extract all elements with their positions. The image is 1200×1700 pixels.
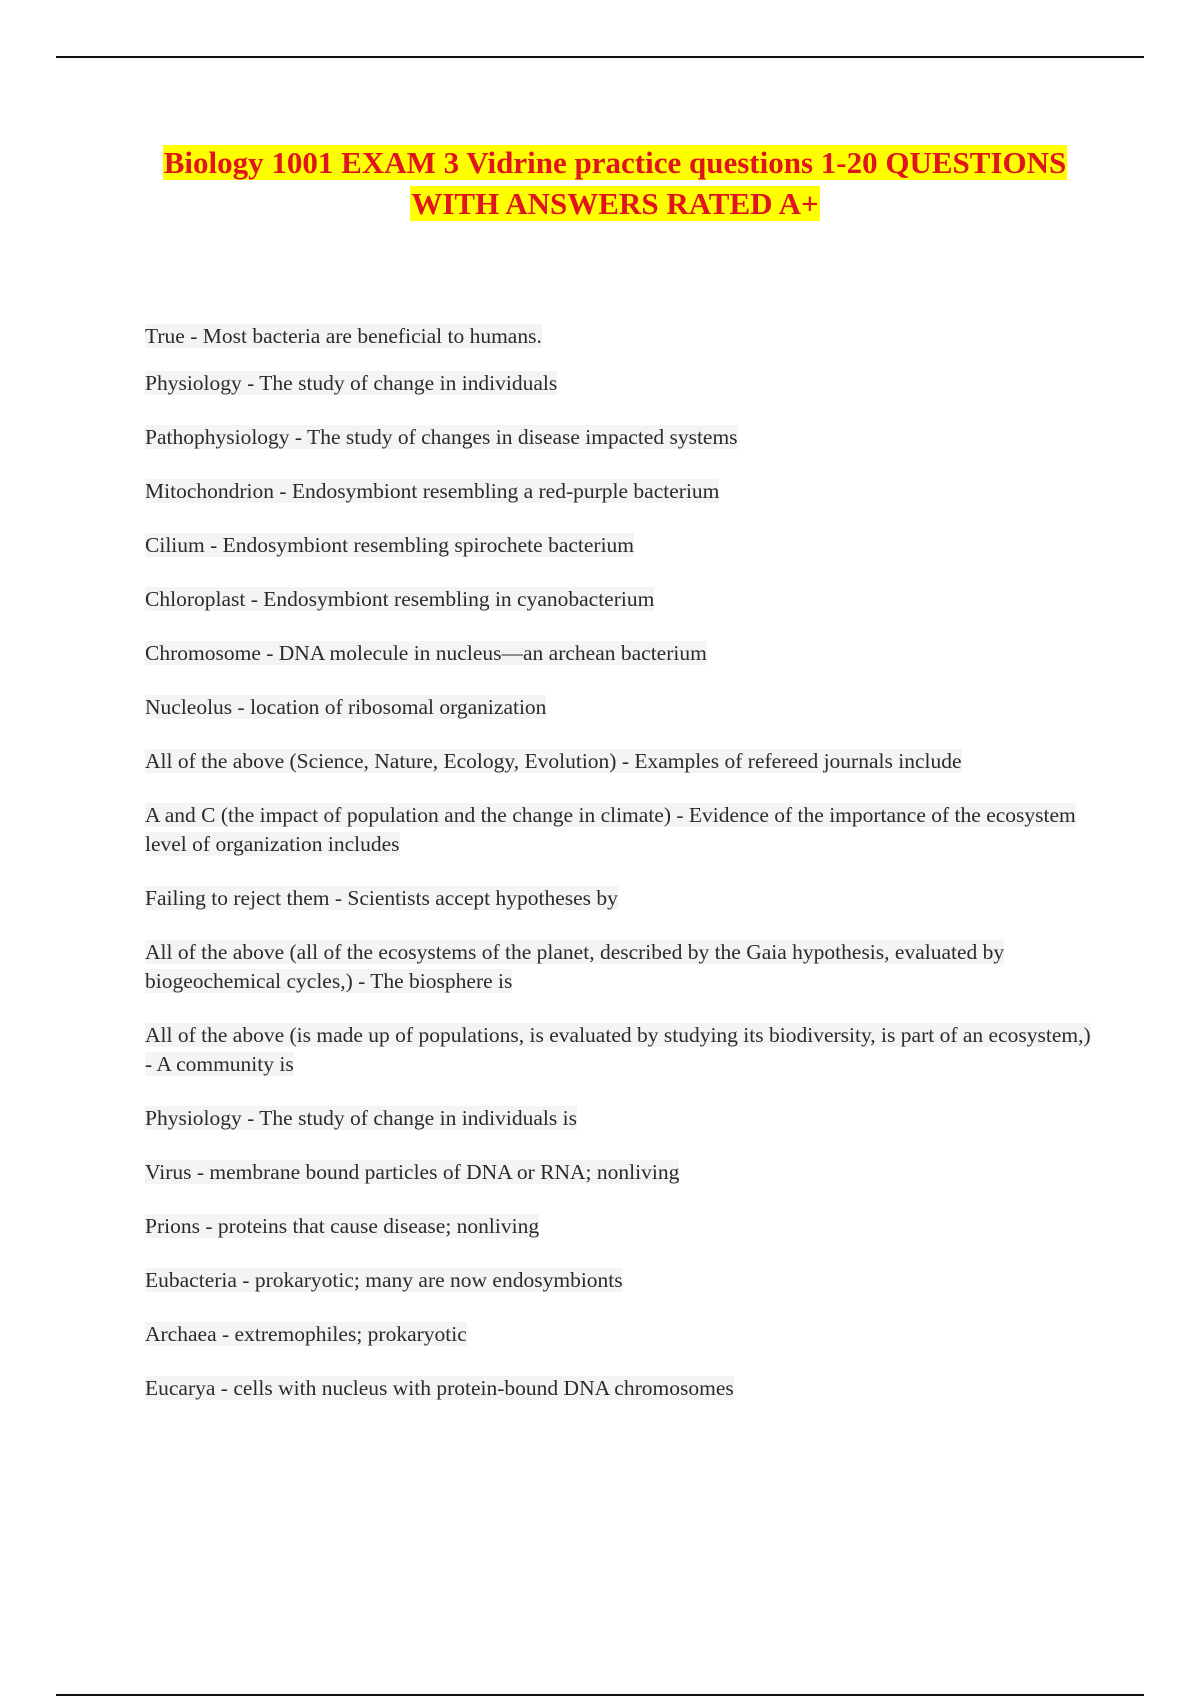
qa-item: Physiology - The study of change in individuals is	[145, 1106, 577, 1130]
qa-item: Failing to reject them - Scientists accept hypotheses by	[145, 886, 618, 910]
qa-item: Mitochondrion - Endosymbiont resembling a red-purple bacterium	[145, 479, 720, 503]
top-rule	[56, 56, 1144, 58]
qa-item: Cilium - Endosymbiont resembling spirochete bacterium	[145, 533, 635, 557]
qa-item: A and C (the impact of population and the change in climate) - Evidence of the importance of the ecosystem level of organization includes	[145, 803, 1076, 856]
qa-item: Eubacteria - prokaryotic; many are now endosymbionts	[145, 1268, 623, 1292]
qa-item: Physiology - The study of change in individuals	[145, 371, 558, 395]
qa-item: Chloroplast - Endosymbiont resembling in cyanobacterium	[145, 587, 655, 611]
qa-item: Eucarya - cells with nucleus with protein-bound DNA chromosomes	[145, 1376, 734, 1400]
qa-item: Chromosome - DNA molecule in nucleus—an archean bacterium	[145, 641, 707, 665]
qa-item: True - Most bacteria are beneficial to humans.	[145, 324, 542, 348]
qa-item: All of the above (is made up of populations, is evaluated by studying its biodiversity, is part of an ecosystem,) - A community is	[145, 1023, 1091, 1076]
qa-item: Virus - membrane bound particles of DNA or RNA; nonliving	[145, 1160, 680, 1184]
title-line-1: Biology 1001 EXAM 3 Vidrine practice questions 1-20 QUESTIONS	[163, 145, 1067, 180]
qa-item: Nucleolus - location of ribosomal organization	[145, 695, 547, 719]
title-line-2: WITH ANSWERS RATED A+	[411, 186, 819, 221]
qa-item: All of the above (Science, Nature, Ecology, Evolution) - Examples of refereed journals include	[145, 749, 962, 773]
qa-item: Archaea - extremophiles; prokaryotic	[145, 1322, 467, 1346]
qa-item: Pathophysiology - The study of changes in disease impacted systems	[145, 425, 738, 449]
qa-item: All of the above (all of the ecosystems of the planet, described by the Gaia hypothesis, evaluated by biogeochemical cycles,) - The biosphere is	[145, 940, 1005, 993]
bottom-rule	[56, 1694, 1144, 1696]
page-title	[140, 142, 1090, 224]
qa-item: Prions - proteins that cause disease; nonliving	[145, 1214, 540, 1238]
qa-list	[145, 322, 1095, 1403]
